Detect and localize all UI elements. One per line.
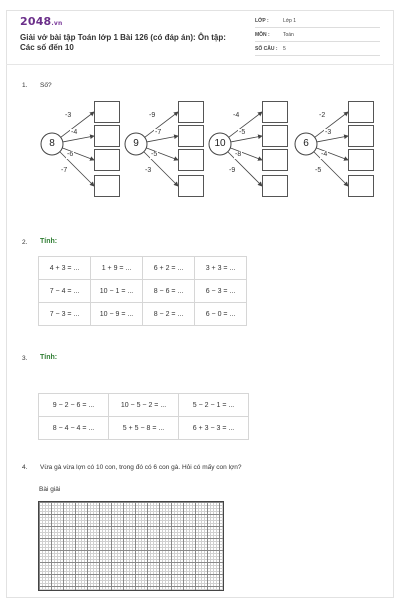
calc-cell: 6 + 3 − 3 = ... bbox=[179, 417, 249, 440]
page-title: Giải vở bài tập Toán lớp 1 Bài 126 (có đáp án): Ôn tập: Các số đến 10 bbox=[20, 33, 226, 52]
answer-box[interactable] bbox=[178, 101, 204, 123]
question-prompt: Tính: bbox=[40, 354, 58, 361]
calc-cell: 6 − 0 = ... bbox=[195, 303, 247, 326]
calc-cell: 5 − 2 − 1 = ... bbox=[179, 394, 249, 417]
question-number: 4. bbox=[22, 464, 28, 471]
answer-box[interactable] bbox=[178, 125, 204, 147]
subtract-label: -5 bbox=[151, 151, 158, 158]
calc-table-q2 bbox=[38, 256, 247, 326]
meta-label: SỐ CÂU : bbox=[255, 46, 278, 52]
question-number: 3. bbox=[22, 355, 28, 362]
subtract-label: -7 bbox=[155, 129, 162, 136]
diagram-arrow bbox=[231, 136, 262, 142]
subtract-label: -4 bbox=[233, 112, 240, 119]
number-diagram bbox=[290, 98, 370, 218]
question-number: 1. bbox=[22, 82, 28, 89]
subtract-label: -9 bbox=[229, 167, 236, 174]
center-number: 10 bbox=[214, 138, 226, 149]
subtract-label: -3 bbox=[145, 167, 152, 174]
subtract-label: -5 bbox=[315, 167, 322, 174]
subtract-label: -8 bbox=[235, 151, 242, 158]
subtract-label: -4 bbox=[71, 129, 78, 136]
answer-box[interactable] bbox=[348, 125, 374, 147]
meta-row-class bbox=[255, 16, 380, 28]
header-divider bbox=[6, 64, 394, 65]
center-number: 6 bbox=[303, 138, 309, 149]
answer-box[interactable] bbox=[262, 101, 288, 123]
calc-cell: 4 + 3 = ... bbox=[39, 257, 91, 280]
answer-box[interactable] bbox=[348, 149, 374, 171]
table-row bbox=[39, 417, 249, 440]
subtract-label: -4 bbox=[321, 151, 328, 158]
table-row bbox=[39, 303, 247, 326]
answer-box[interactable] bbox=[262, 125, 288, 147]
meta-value: Toán bbox=[283, 32, 294, 38]
diagram-arrow bbox=[147, 136, 178, 142]
diagram-arrow bbox=[317, 136, 348, 142]
answer-box[interactable] bbox=[94, 175, 120, 197]
calc-cell: 8 − 4 − 4 = ... bbox=[39, 417, 109, 440]
diagram-arrow bbox=[63, 136, 94, 142]
subtract-label: -9 bbox=[149, 112, 156, 119]
meta-label: LỚP : bbox=[255, 18, 269, 24]
question-prompt: Vừa gà vừa lợn có 10 con, trong đó có 6 con gà. Hỏi có mấy con lợn? bbox=[40, 464, 242, 471]
answer-box[interactable] bbox=[178, 149, 204, 171]
subtract-label: -7 bbox=[61, 167, 68, 174]
subtract-label: -3 bbox=[65, 112, 72, 119]
calc-cell: 6 + 2 = ... bbox=[143, 257, 195, 280]
logo-suffix: .vn bbox=[51, 20, 63, 27]
calc-cell: 8 − 2 = ... bbox=[143, 303, 195, 326]
number-diagram bbox=[120, 98, 200, 218]
subtract-label: -6 bbox=[67, 151, 74, 158]
subtract-label: -3 bbox=[325, 129, 332, 136]
calc-cell: 1 + 9 = ... bbox=[91, 257, 143, 280]
site-logo[interactable] bbox=[20, 15, 62, 28]
answer-box[interactable] bbox=[94, 125, 120, 147]
calc-cell: 10 − 5 − 2 = ... bbox=[109, 394, 179, 417]
center-number: 8 bbox=[49, 138, 55, 149]
answer-box[interactable] bbox=[262, 149, 288, 171]
answer-box[interactable] bbox=[262, 175, 288, 197]
meta-label: MÔN : bbox=[255, 32, 270, 38]
meta-value: 5 bbox=[283, 46, 286, 52]
subtract-label: -2 bbox=[319, 112, 326, 119]
meta-row-subject bbox=[255, 30, 380, 42]
meta-row-count bbox=[255, 44, 380, 56]
calc-cell: 5 + 5 − 8 = ... bbox=[109, 417, 179, 440]
table-row bbox=[39, 257, 247, 280]
logo-main: 2048 bbox=[20, 15, 52, 28]
meta-value: Lớp 1 bbox=[283, 18, 297, 24]
calc-table-q3 bbox=[38, 393, 249, 440]
subtract-label: -5 bbox=[239, 129, 246, 136]
answer-box[interactable] bbox=[348, 101, 374, 123]
answer-grid[interactable] bbox=[38, 501, 224, 591]
calc-cell: 9 − 2 − 6 = ... bbox=[39, 394, 109, 417]
number-diagram bbox=[204, 98, 284, 218]
answer-box[interactable] bbox=[94, 101, 120, 123]
question-prompt: Tính: bbox=[40, 238, 58, 245]
calc-cell: 7 − 3 = ... bbox=[39, 303, 91, 326]
question-number: 2. bbox=[22, 239, 28, 246]
answer-box[interactable] bbox=[348, 175, 374, 197]
table-row bbox=[39, 394, 249, 417]
calc-cell: 8 − 6 = ... bbox=[143, 280, 195, 303]
question-prompt: Số? bbox=[40, 82, 52, 89]
calc-cell: 6 − 3 = ... bbox=[195, 280, 247, 303]
answer-label: Bài giải bbox=[39, 486, 61, 493]
calc-cell: 7 − 4 = ... bbox=[39, 280, 91, 303]
answer-box[interactable] bbox=[94, 149, 120, 171]
calc-cell: 10 − 1 = ... bbox=[91, 280, 143, 303]
number-diagram bbox=[36, 98, 116, 218]
center-number: 9 bbox=[133, 138, 139, 149]
table-row bbox=[39, 280, 247, 303]
calc-cell: 10 − 9 = ... bbox=[91, 303, 143, 326]
calc-cell: 3 + 3 = ... bbox=[195, 257, 247, 280]
answer-box[interactable] bbox=[178, 175, 204, 197]
